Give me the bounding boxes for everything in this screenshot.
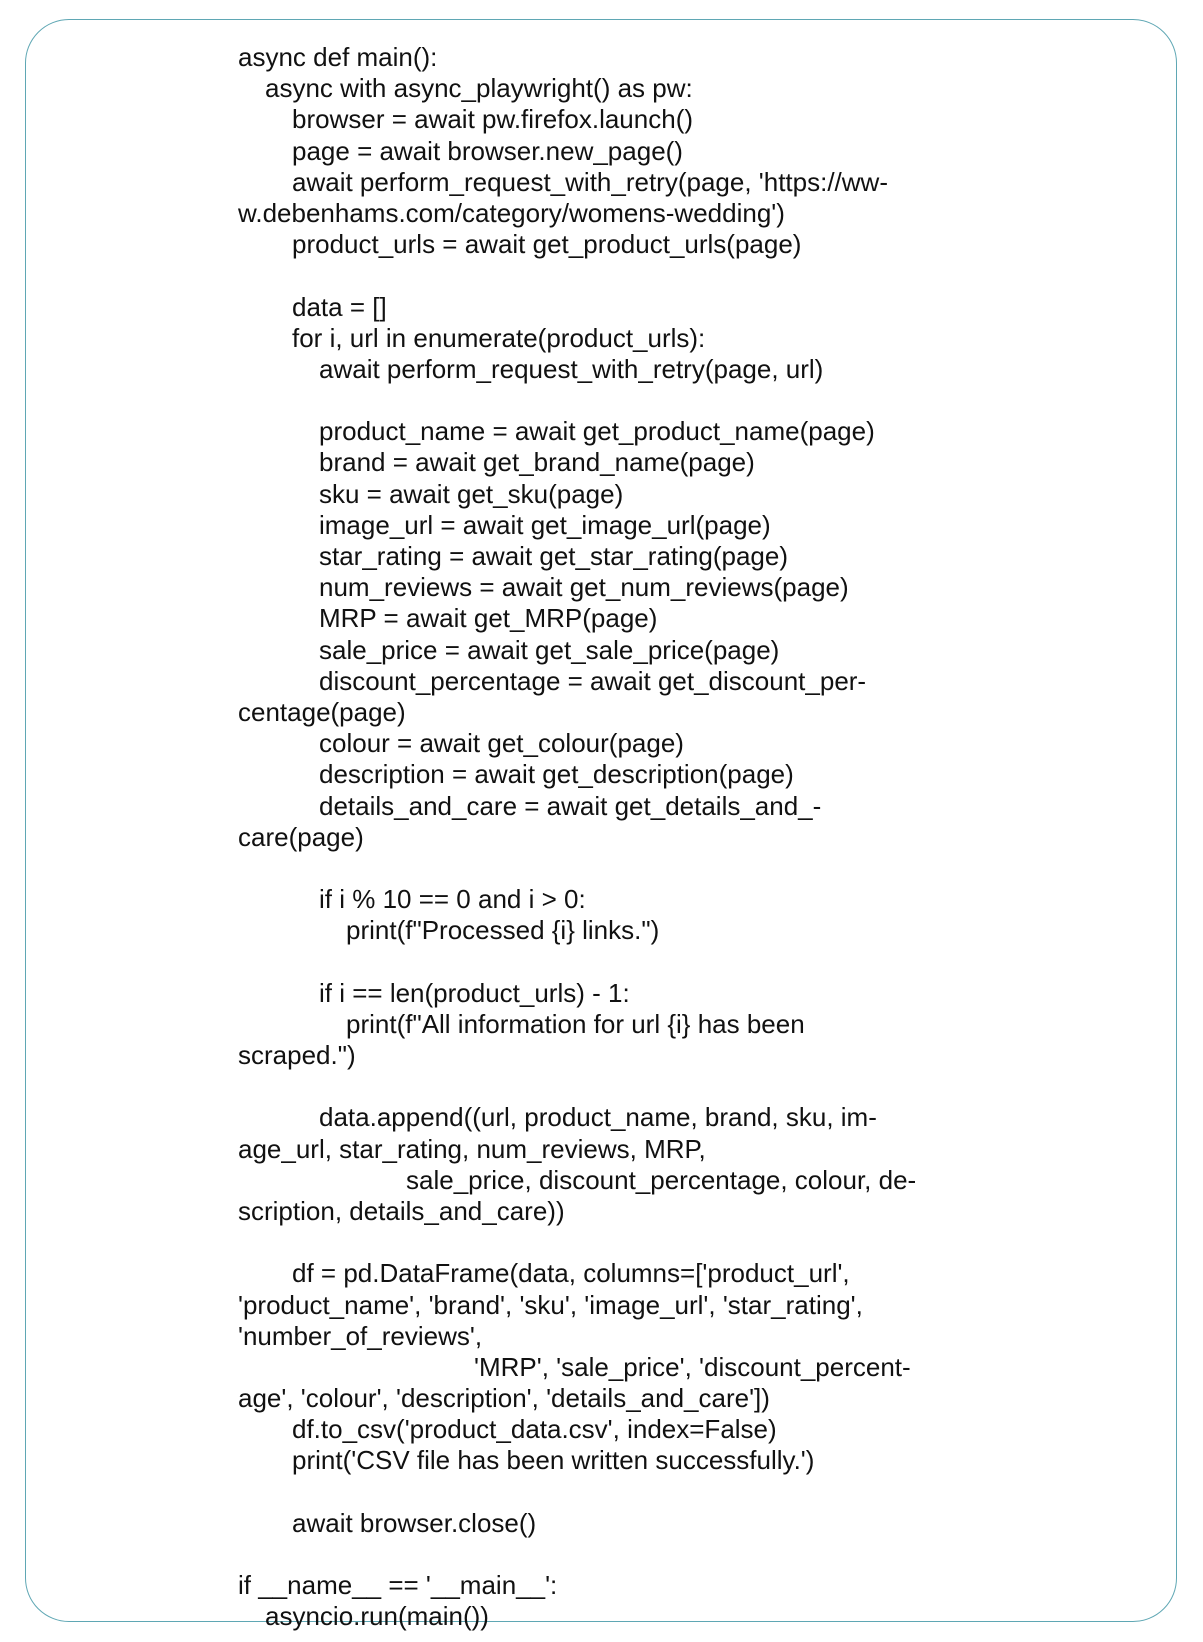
code-line: async def main(): <box>238 42 438 72</box>
code-line: await browser.close() <box>292 1507 537 1538</box>
code-line: df.to_csv('product_data.csv', index=False) <box>292 1414 777 1445</box>
code-line: w.debenhams.com/category/womens-wedding') <box>238 197 785 228</box>
code-line: df = pd.DataFrame(data, columns=['product_url', <box>292 1258 850 1289</box>
code-line: print('CSV file has been written successfully.') <box>292 1445 815 1476</box>
code-line: print(f"All information for url {i} has been <box>346 1008 805 1039</box>
code-line <box>238 853 1118 884</box>
code-line: description = await get_description(page) <box>319 759 794 790</box>
code-line <box>238 260 1118 291</box>
code-line: sale_price, discount_percentage, colour, de- <box>406 1164 917 1195</box>
code-line <box>238 946 1118 977</box>
code-line: print(f"Processed {i} links.") <box>346 915 660 946</box>
code-line: num_reviews = await get_num_reviews(page) <box>319 572 849 603</box>
code-line <box>238 1071 1118 1102</box>
code-line: if i == len(product_urls) - 1: <box>319 977 630 1008</box>
code-line <box>238 1539 1118 1570</box>
code-line: age_url, star_rating, num_reviews, MRP, <box>238 1133 706 1164</box>
code-line: if i % 10 == 0 and i > 0: <box>319 884 586 915</box>
code-line: age', 'colour', 'description', 'details_and_care']) <box>238 1383 770 1414</box>
code-line: sale_price = await get_sale_price(page) <box>319 634 780 665</box>
code-line: if __name__ == '__main__': <box>238 1570 558 1601</box>
code-line <box>238 385 1118 416</box>
code-line: centage(page) <box>238 696 406 727</box>
code-line: brand = await get_brand_name(page) <box>319 447 755 478</box>
code-line <box>238 1227 1118 1258</box>
code-line: 'number_of_reviews', <box>238 1320 483 1351</box>
code-line: care(page) <box>238 821 364 852</box>
code-line: product_name = await get_product_name(page) <box>319 416 875 447</box>
code-line: scription, details_and_care)) <box>238 1195 565 1226</box>
code-line: MRP = await get_MRP(page) <box>319 603 658 634</box>
code-line: await perform_request_with_retry(page, 'https://ww- <box>292 166 888 197</box>
code-line: scraped.") <box>238 1040 356 1070</box>
code-line: 'MRP', 'sale_price', 'discount_percent- <box>474 1351 911 1382</box>
code-line: details_and_care = await get_details_and_- <box>319 790 822 821</box>
code-line: browser = await pw.firefox.launch() <box>292 104 694 135</box>
code-block <box>238 42 1118 1633</box>
code-line: page = await browser.new_page() <box>292 135 683 166</box>
code-line: for i, url in enumerate(product_urls): <box>292 322 706 353</box>
code-line: sku = await get_sku(page) <box>319 478 624 509</box>
code-line: discount_percentage = await get_discount_per- <box>319 665 867 696</box>
code-line: data.append((url, product_name, brand, sku, im- <box>319 1102 877 1133</box>
code-panel <box>25 19 1177 1632</box>
code-line: product_urls = await get_product_urls(page) <box>292 229 802 260</box>
code-line: image_url = await get_image_url(page) <box>319 509 771 540</box>
code-line: async with async_playwright() as pw: <box>265 73 693 104</box>
code-line: await perform_request_with_retry(page, url) <box>319 353 824 384</box>
code-line: star_rating = await get_star_rating(page) <box>319 541 788 571</box>
code-line <box>238 1477 1118 1508</box>
code-line: colour = await get_colour(page) <box>319 728 684 759</box>
code-line: asyncio.run(main()) <box>265 1601 489 1632</box>
code-line: data = [] <box>292 291 387 322</box>
code-line: 'product_name', 'brand', 'sku', 'image_url', 'star_rating', <box>238 1289 863 1320</box>
